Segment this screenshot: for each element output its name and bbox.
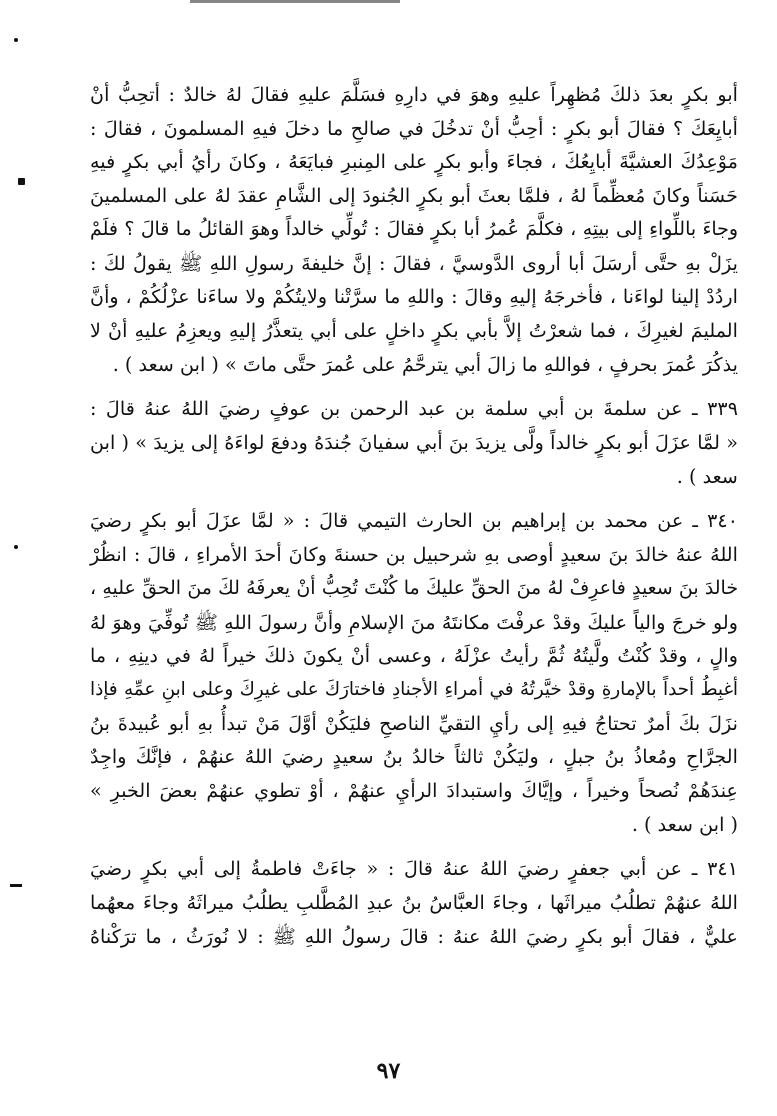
text-line: خالدَ بنَ سعيدٍ فاعرِفْ لهُ منَ الحقِّ عليكَ ما كُنْتَ تُحِبُّ أنْ يعرفَهُ لكَ منَ الحقِّ عليهِ ، xyxy=(90,576,738,599)
text-line: ( ابن سعد ) . xyxy=(631,812,738,836)
hadith-340 xyxy=(90,504,738,841)
margin-speck xyxy=(18,178,25,185)
text-line: أغبِطُ أحداً بالإمارةِ وقدْ خيَّرتُهُ في أمراءِ الأجنادِ فاختارَكَ على غيرِكَ وعلى ابنِ عمِّهِ فإذا xyxy=(90,678,738,700)
hadith-341 xyxy=(90,852,738,953)
text-line: أبو بكرٍ بعدَ ذلكَ مُظهِراً عليهِ وهوَ في دارِهِ فسَلَّمَ عليهِ فقالَ لهُ خالدٌ : أتحِبُّ أنْ xyxy=(90,83,738,106)
margin-speck xyxy=(10,884,22,887)
text-line: سعد ) . xyxy=(676,464,738,488)
text-line: حَسَناً وكانَ مُعظِّماً لهُ ، فلمَّا بعثَ أبو بكرٍ الجُنودَ إلى الشَّامِ عقدَ لهُ على المسلمينَ xyxy=(90,184,738,208)
text-line: مَوْعِدُكَ العشيَّةَ أبايِعُكَ ، فجاءَ وأبو بكرٍ على المِنبرِ فبايَعَهُ ، وكانَ رأيُ أبي بكرٍ فيهِ xyxy=(90,150,738,174)
text-line: عليٌّ ، فقالَ أبو بكرٍ رضيَ اللهُ عنهُ : قالَ رسولُ اللهِ ﷺ : لا نُورَثُ ، ما ترَكْناهُ xyxy=(90,924,738,948)
text-line: اللهُ عنهُمْ تطلُبُ ميراثَها ، وجاءَ العبَّاسُ بنُ عبدِ المُطَّلبِ يطلُبُ ميراثَهُ وجاءَ معهُما xyxy=(90,891,738,915)
margin-speck xyxy=(14,545,18,549)
text-line: والٍ ، وقدْ كُنْتُ ولَّيتُهُ ثُمَّ رأيتُ عزْلَهُ ، وعسى أنْ يكونَ ذلكَ خيراً لهُ في دينِهِ ، ما xyxy=(90,644,738,668)
top-edge-rule xyxy=(190,0,400,3)
text-line: ٣٤١ ـ عن أبي جعفرٍ رضيَ اللهُ عنهُ قالَ : « جاءَتْ فاطمةُ إلى أبي بكرٍ رضيَ xyxy=(90,857,738,881)
text-line: اللهُ عنهُ خالدَ بنَ سعيدٍ أوصى بهِ شرحبيل بن حسنةَ وكانَ أحدَ الأمراءِ ، قالَ : انظُرْ xyxy=(90,543,738,567)
text-line: نزَلَ بكَ أمرٌ تحتاجُ فيهِ إلى رأيِ التقيِّ الناصحِ فليَكُنْ أوَّلَ مَنْ تبدأُ بهِ أبو عُبيدةَ بنُ xyxy=(90,711,738,735)
text-line: اردُدْ إلينا لواءَنا ، فأخرجَهُ إليهِ وقالَ : واللهِ ما سرَّتْنا ولايتُكُمْ ولا ساءَنا عزْلُكُمْ ، وأنَّ xyxy=(90,285,738,309)
page-number: ٩٧ xyxy=(376,1058,401,1084)
text-line: الجرَّاحِ ومُعاذُ بنُ جبلٍ ، وليَكُنْ ثالثاً خالدُ بنُ سعيدٍ رضيَ اللهُ عنهُمْ ، فإنَّكَ واجِدٌ xyxy=(90,745,738,769)
paragraph-continuation xyxy=(90,78,738,381)
hadith-339 xyxy=(90,392,738,493)
text-line: ٣٣٩ ـ عن سلمةَ بن أبي سلمة بن عبد الرحمن بن عوفٍ رضيَ اللهُ عنهُ قالَ : xyxy=(90,397,738,421)
text-line: يزَلْ بهِ حتَّى أرسَلَ أبا أروى الدَّوسيَّ ، فقالَ : إنَّ خليفةَ رسولِ اللهِ ﷺ يقولُ لكَ : xyxy=(90,251,738,275)
page-body-text xyxy=(90,78,738,954)
text-line: أبايِعَكَ ؟ فقالَ أبو بكرٍ : أحِبُّ أنْ تدخُلَ في صالحِ ما دخلَ فيهِ المسلمونَ ، فقالَ : xyxy=(90,116,738,140)
text-line: المليمَ لغيرِكَ ، فما شعرْتُ إلاَّ بأبي بكرٍ داخلٍ على أبي يتعذَّرُ إليهِ ويعزِمُ عليهِ أنْ لا xyxy=(90,318,738,342)
text-line: وجاءَ باللِّواءِ إلى بيتِهِ ، فكلَّمَ عُمرُ أبا بكرٍ فقالَ : تُولِّي خالداً وهوَ القائلُ ما قالَ ؟ فلَمْ xyxy=(90,217,738,240)
text-line: يذكُرَ عُمرَ بحرفٍ ، فواللهِ ما زالَ أبي يترحَّمُ على عُمرَ حتَّى ماتَ » ( ابن سعد ) . xyxy=(112,352,738,376)
text-line: ولو خرجَ والياً عليكَ وقدْ عرفْتَ مكانتَهُ منَ الإسلامِ وأنَّ رسولَ اللهِ ﷺ تُوفِّيَ وهوَ لهُ xyxy=(90,610,738,634)
text-line: عِندَهُمْ نُصحاً وخيراً ، وإيَّاكَ واستبدادَ الرأيِ عنهُمْ ، أوْ تطوي عنهُمْ بعضَ الخبرِ » xyxy=(90,779,738,803)
margin-speck xyxy=(14,38,18,42)
text-line: « لمَّا عزَلَ أبو بكرٍ خالداً ولَّى يزيدَ بنَ أبي سفيانَ جُندَهُ ودفعَ لواءَهُ إلى يزيدَ » ( ابن xyxy=(90,431,738,455)
text-line: ٣٤٠ ـ عن محمد بن إبراهيم بن الحارث التيمي قالَ : « لمَّا عزَلَ أبو بكرٍ رضيَ xyxy=(90,509,738,533)
